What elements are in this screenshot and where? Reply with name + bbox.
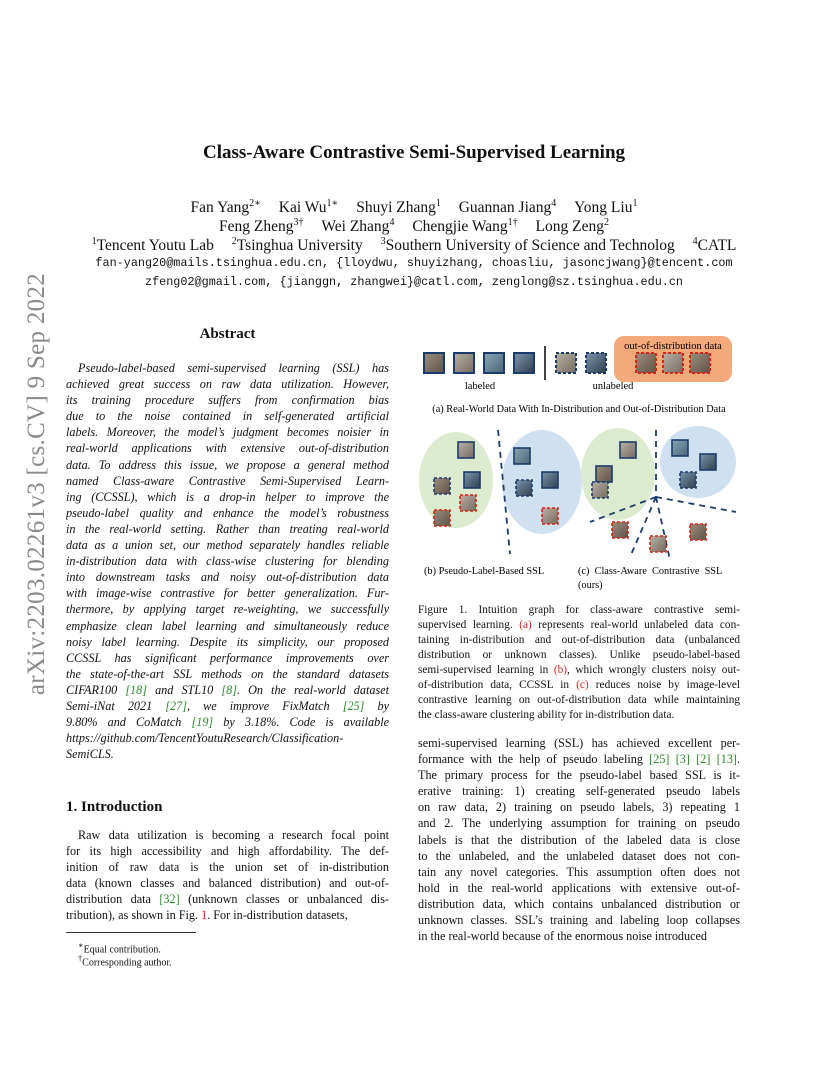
text-line: distribution data [32] (unknown classes or unbalanced dis- [66,892,389,907]
text-line: Semi-iNat 2021 [27], we improve FixMatch [25] by [66,698,389,713]
arxiv-identifier: arXiv:2203.02261v3 [cs.CV] 9 Sep 2022 [23,272,50,696]
labeled-label: labeled [464,381,496,392]
cluster-blue-c [660,426,736,498]
text-line: into downstream tasks and noisy out-of-distribution data [66,570,389,585]
text-line: ing (CCSSL), which is a drop-in helper to improve the [66,489,389,504]
text-line: inition of raw data is the union set of in-distribution [66,860,389,875]
author: Long Zeng$^2$ [535,217,609,236]
section-heading-introduction: 1. Introduction [66,799,163,815]
text-line: the class-aware clustering ability for in-distribution data. [418,709,675,721]
text-line: on raw data, 2) training on pseudo labels, 3) repeating 1 [418,800,740,815]
text-line: The primary process for the pseudo-label based SSL is it- [418,768,740,783]
text-line: distribution data, which contains unbalanced distribution or [418,896,740,911]
figure-1-illustration [418,332,740,594]
text-line: in the real-world setting. Rather than treating real-world [66,521,389,536]
text-line: pseudo-label quality and enhance the model’s robustness [66,505,389,520]
text-line: 9.80% and CoMatch [19] by 3.18%. Code is available [66,715,389,730]
affiliation: $^3$Southern University of Science and Technolog [380,236,675,255]
affiliation: $^4$CATL [692,236,737,255]
text-line: taining in-distribution and out-of-distribution data (unbalanced [418,634,740,646]
text-line: SemiCLS. [66,747,114,762]
text-line: Pseudo-label-based semi-supervised learning (SSL) has [78,361,389,375]
text-line: in the real-world because of the enormous noise introduced [418,929,708,944]
cluster-green-c [581,428,655,520]
unlabeled-label: unlabeled [592,381,634,392]
text-line: formance with the help of pseudo labeling [25] [3] [2] [13]. [418,752,740,767]
footnote-corresponding-author: †Corresponding author. [78,954,172,969]
text-line: semi-supervised learning in (b), which wrongly clusters noisy out- [418,664,740,676]
text-line: data (known classes and balanced distribution) and out-of- [66,876,389,891]
author: Wei Zhang$^4$ [321,217,395,236]
text-line: CCSSL has significant performance improvements over [66,650,389,665]
text-line: contrastive learning on out-of-distribution data while maintaining [418,694,740,706]
text-line: CIFAR100 [18] and STL10 [8]. On the real-world dataset [66,682,389,697]
author: Chengjie Wang$^{1\dagger}$ [412,217,518,236]
paper-title: Class-Aware Contrastive Semi-Supervised Learning [202,142,626,163]
author: Shuyi Zhang$^1$ [356,198,441,217]
caption-a: (a) Real-World Data With In-Distribution and Out-of-Distribution Data [432,404,726,415]
text-line: erative training: 1) creating self-generated pseudo labels [418,784,740,799]
text-line: distribution or unknown classes). Unlike pseudo-label-based [418,649,740,661]
abstract-body [66,360,389,762]
text-line: in-distribution data with class-wise clustering for blending [66,554,389,569]
author: Feng Zheng$^{3\dagger}$ [219,217,304,236]
text-line: for its high accessibility and high affordability. The def- [66,844,389,859]
author: Kai $Wu^{1∗}$ [278,198,339,217]
introduction-body [66,827,389,924]
text-line: achieved great success on raw data utilization. However, [66,377,389,392]
text-line: labels is that the distribution of the labeled data is close [418,832,740,847]
author: Fan Yang$^{2∗}$ [190,198,261,217]
figure-1-caption [418,603,740,723]
text-line: thermore, by applying target re-weighting, we successfully [66,602,389,617]
text-line: of-distribution data, CCSSL in (c) reduces noise by image-level [418,679,740,691]
author: Yong Liu$^1$ [574,198,638,217]
caption-c-line2: (ours) [578,580,603,591]
figure-1 [418,332,740,594]
ood-label: out-of-distribution data [624,341,722,352]
right-column-body [418,735,740,944]
text-line: tain any novel categories. This assumption often does not [418,864,740,879]
text-line: named Class-aware Contrastive Semi-Supervised Learn- [66,473,389,488]
text-line: unknown classes. SSL’s training and labeling loop collapses [418,913,740,928]
footnote-rule [66,932,196,933]
text-line: emphasize clean label learning and simultaneously reduce [66,618,389,633]
text-line: the state-of-the-art SSL methods on the standard datasets [66,666,389,681]
text-line: labels. Moreover, the model’s judgment becomes noisier in [66,425,389,440]
text-line: data. To address this issue, we propose a general method [66,457,389,472]
text-line: https://github.com/TencentYoutuResearch/Classification- [66,731,344,746]
text-line: data as a union set, our method separately handles reliable [66,538,389,553]
text-line: real-world applications with extensive out-of-distribution [66,441,389,456]
emails-line-2: zfeng02@gmail.com, {jianggn, zhangwei}@catl.com, zenglong@sz.tsinghua.edu.cn [144,275,684,289]
affiliation: $^1$Tencent Youtu Lab [91,236,214,255]
caption-b: (b) Pseudo-Label-Based SSL [424,566,545,577]
caption-c-line1: (c) Class-Aware Contrastive SSL [578,566,723,577]
author: Guannan Jiang$^4$ [458,198,557,217]
text-line: supervised learning. (a) represents real-world unlabeled data con- [418,619,740,631]
cluster-green-b [419,432,493,528]
footnote-equal-contribution: ∗Equal contribution. [78,941,161,956]
labeled-images [424,353,534,373]
emails-line-1: fan-yang20@mails.tsinghua.edu.cn, {lloydwu, shuyizhang, choasliu, jasoncjwang}@tencent.com [95,256,733,270]
text-line: and 2. The underlying assumption for training on pseudo [418,816,740,831]
text-line: semi-supervised learning (SSL) has achieved excellent per- [418,736,740,750]
affiliations [0,232,828,256]
text-line: with image-wise contrastive for better generalization. Fur- [66,586,389,601]
text-line: hold in the real-world applications with extensive out-of- [418,880,740,895]
affiliation: $^2$Tsinghua University [231,236,363,255]
text-line: Figure 1. Intuition graph for class-aware contrastive semi- [418,604,740,616]
text-line: Raw data utilization is becoming a research focal point [78,828,389,842]
text-line: noisy label learning. Despite its simplicity, our proposed [66,634,389,649]
abstract-heading: Abstract [199,326,256,342]
text-line: its training procedure suffers from confirmation bias [66,393,389,408]
text-line: due to the noise contained in self-generated artificial [66,409,389,424]
text-line: tribution), as shown in Fig. 1. For in-distribution datasets, [66,908,348,923]
text-line: to the unlabeled, and the unlabeled dataset does not con- [418,848,740,863]
